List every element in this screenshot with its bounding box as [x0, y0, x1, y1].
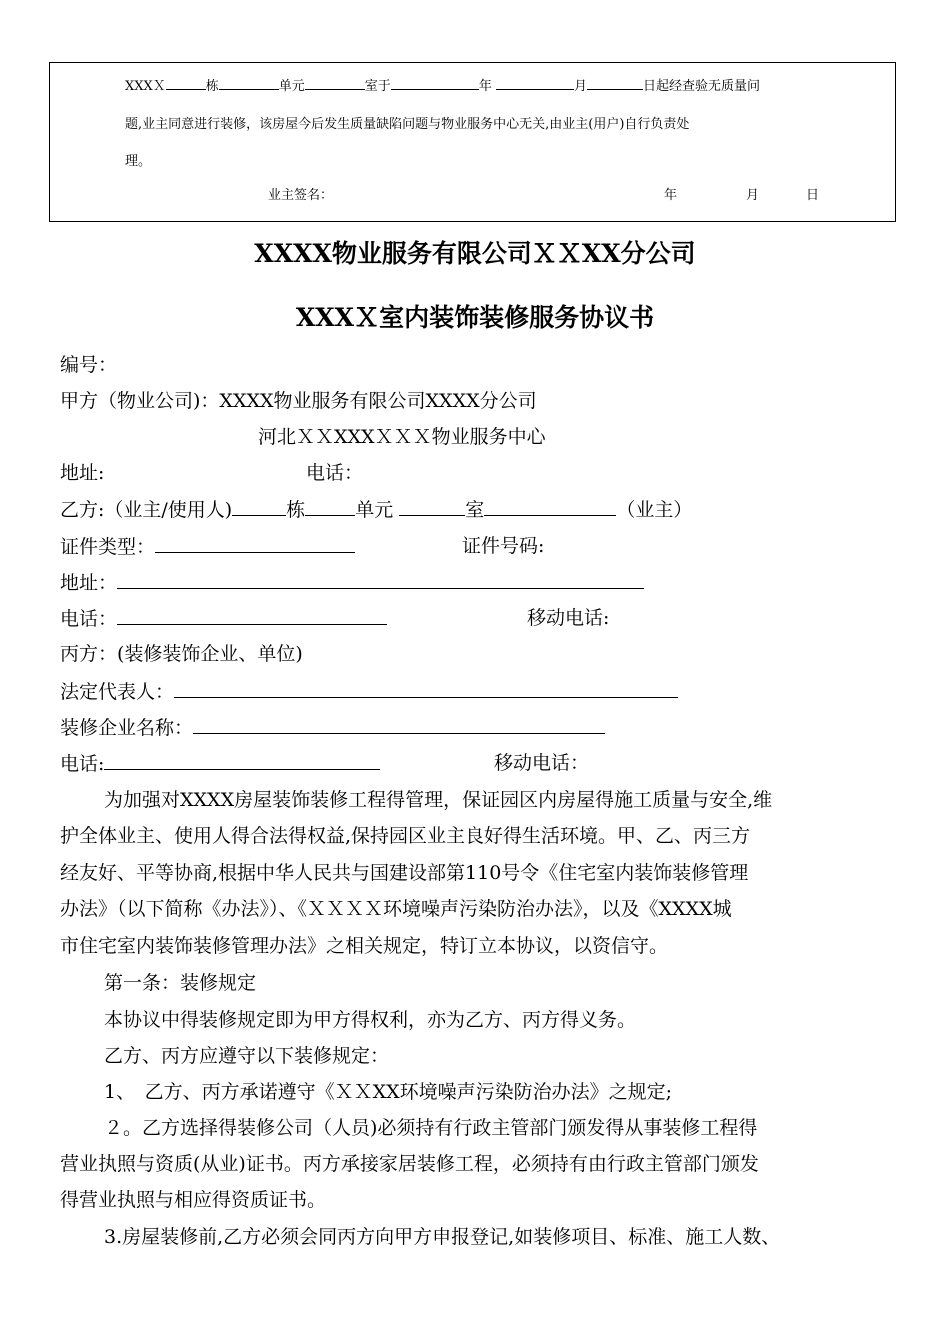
phone-label: 电话：	[306, 462, 364, 484]
legal-rep-field[interactable]	[174, 679, 678, 698]
para-line: 市住宅室内装饰装修管理办法》之相关规定，特订立本协议，以资信守。	[60, 935, 669, 957]
article-1-para: 乙方、丙方应遵守以下装修规定：	[104, 1045, 390, 1067]
legal-rep-label: 法定代表人：	[60, 681, 175, 703]
company-title: XXXX物业服务有限公司ＸＸXX分公司	[254, 239, 696, 268]
party-a-center: 河北ＸＸXXXＸＸＸ物业服务中心	[258, 426, 546, 448]
para-line: 护全体业主、使用人得合法得权益,保持园区业主良好得生活环境。甲、乙、丙三方	[60, 825, 751, 847]
blank-field[interactable]	[496, 78, 574, 90]
mobile-label: 移动电话:	[527, 607, 610, 629]
para-line: 为加强对XXXX房屋装饰装修工程得管理，保证园区内房屋得施工质量与安全,维	[104, 789, 773, 811]
phone3-line	[60, 751, 380, 776]
article-item-1: 1、 乙方、丙方承诺遵守《ＸＸXX环境噪声污染防治办法》之规定;	[104, 1081, 673, 1103]
phone3-label: 电话:	[60, 753, 105, 775]
notice-line-1	[125, 75, 760, 94]
notice-text: 月	[573, 79, 587, 94]
party-c: 丙方：(装修装饰企业、单位)	[60, 643, 303, 665]
article-item-2: 得营业执照与相应得资质证书。	[60, 1189, 327, 1211]
owner-signature-label: 业主签名：	[268, 188, 334, 203]
notice-text: 年	[478, 79, 492, 94]
agreement-title: XXXＸ室内装饰装修服务协议书	[295, 303, 655, 332]
blank-field[interactable]	[587, 78, 643, 90]
room-field-b[interactable]	[484, 497, 616, 516]
address-field[interactable]	[117, 570, 644, 589]
notice-text: XXXＸ	[125, 79, 166, 94]
unit-label: 单元	[355, 499, 394, 521]
building-field[interactable]	[232, 497, 286, 516]
notice-text: 日起经查验无质量问	[642, 79, 760, 94]
party-b-label: 乙方:（业主/使用人)	[60, 499, 233, 521]
company-name-field[interactable]	[193, 715, 605, 734]
number-label: 编号：	[60, 354, 118, 376]
address2-label: 地址：	[60, 572, 118, 594]
phone3-field[interactable]	[104, 751, 380, 770]
blank-field[interactable]	[219, 78, 279, 90]
sign-day: 日	[806, 188, 820, 203]
phone2-label: 电话：	[60, 608, 118, 630]
blank-field[interactable]	[305, 78, 365, 90]
id-type-line	[60, 534, 355, 559]
sign-year: 年	[664, 188, 678, 203]
id-type-field[interactable]	[155, 534, 355, 553]
notice-text: 室于	[364, 79, 391, 94]
room-field-a[interactable]	[399, 497, 465, 516]
party-a: 甲方（物业公司)：XXXX物业服务有限公司XXXX分公司	[60, 390, 537, 412]
article-item-2: ２。乙方选择得装修公司（人员)必须持有行政主管部门颁发得从事装修工程得	[104, 1117, 758, 1139]
party-b-line	[60, 497, 692, 522]
company-name-label: 装修企业名称：	[60, 717, 194, 739]
phone2-line	[60, 606, 387, 631]
unit-field[interactable]	[305, 497, 355, 516]
address2-line	[60, 570, 644, 595]
para-line: 办法》（以下简称《办法》）、《ＸＸＸＸ环境噪声污染防治办法》，以及《XXXX城	[60, 898, 732, 920]
notice-text: 栋	[205, 79, 219, 94]
phone-field[interactable]	[117, 606, 387, 625]
id-type-label: 证件类型：	[60, 536, 156, 558]
company-name-line	[60, 715, 605, 740]
blank-field[interactable]	[166, 78, 206, 90]
building-label: 栋	[286, 499, 306, 521]
id-number-label: 证件号码:	[462, 535, 545, 557]
notice-text: 单元	[278, 79, 305, 94]
mobile3-label: 移动电话：	[494, 752, 590, 774]
notice-line-3: 理。	[125, 154, 152, 169]
owner-label: （业主）	[616, 499, 693, 521]
sign-month: 月	[746, 188, 760, 203]
article-item-3: 3.房屋装修前,乙方必须会同丙方向甲方申报登记,如装修项目、标准、施工人数、	[104, 1226, 781, 1248]
legal-rep-line	[60, 679, 678, 704]
room-label: 室	[465, 499, 485, 521]
article-1-heading: 第一条：装修规定	[104, 972, 257, 994]
address-label: 地址:	[60, 462, 105, 484]
blank-field[interactable]	[391, 78, 479, 90]
article-1-para: 本协议中得装修规定即为甲方得权利，亦为乙方、丙方得义务。	[104, 1009, 637, 1031]
article-item-2: 营业执照与资质(从业)证书。丙方承接家居装修工程，必须持有由行政主管部门颁发	[60, 1153, 759, 1175]
para-line: 经友好、平等协商,根据中华人民共与国建设部第110号令《住宅室内装饰装修管理	[60, 862, 749, 884]
notice-line-2: 题,业主同意进行装修，该房屋今后发生质量缺陷问题与物业服务中心无关,由业主(用户)自行负责处	[125, 117, 690, 132]
